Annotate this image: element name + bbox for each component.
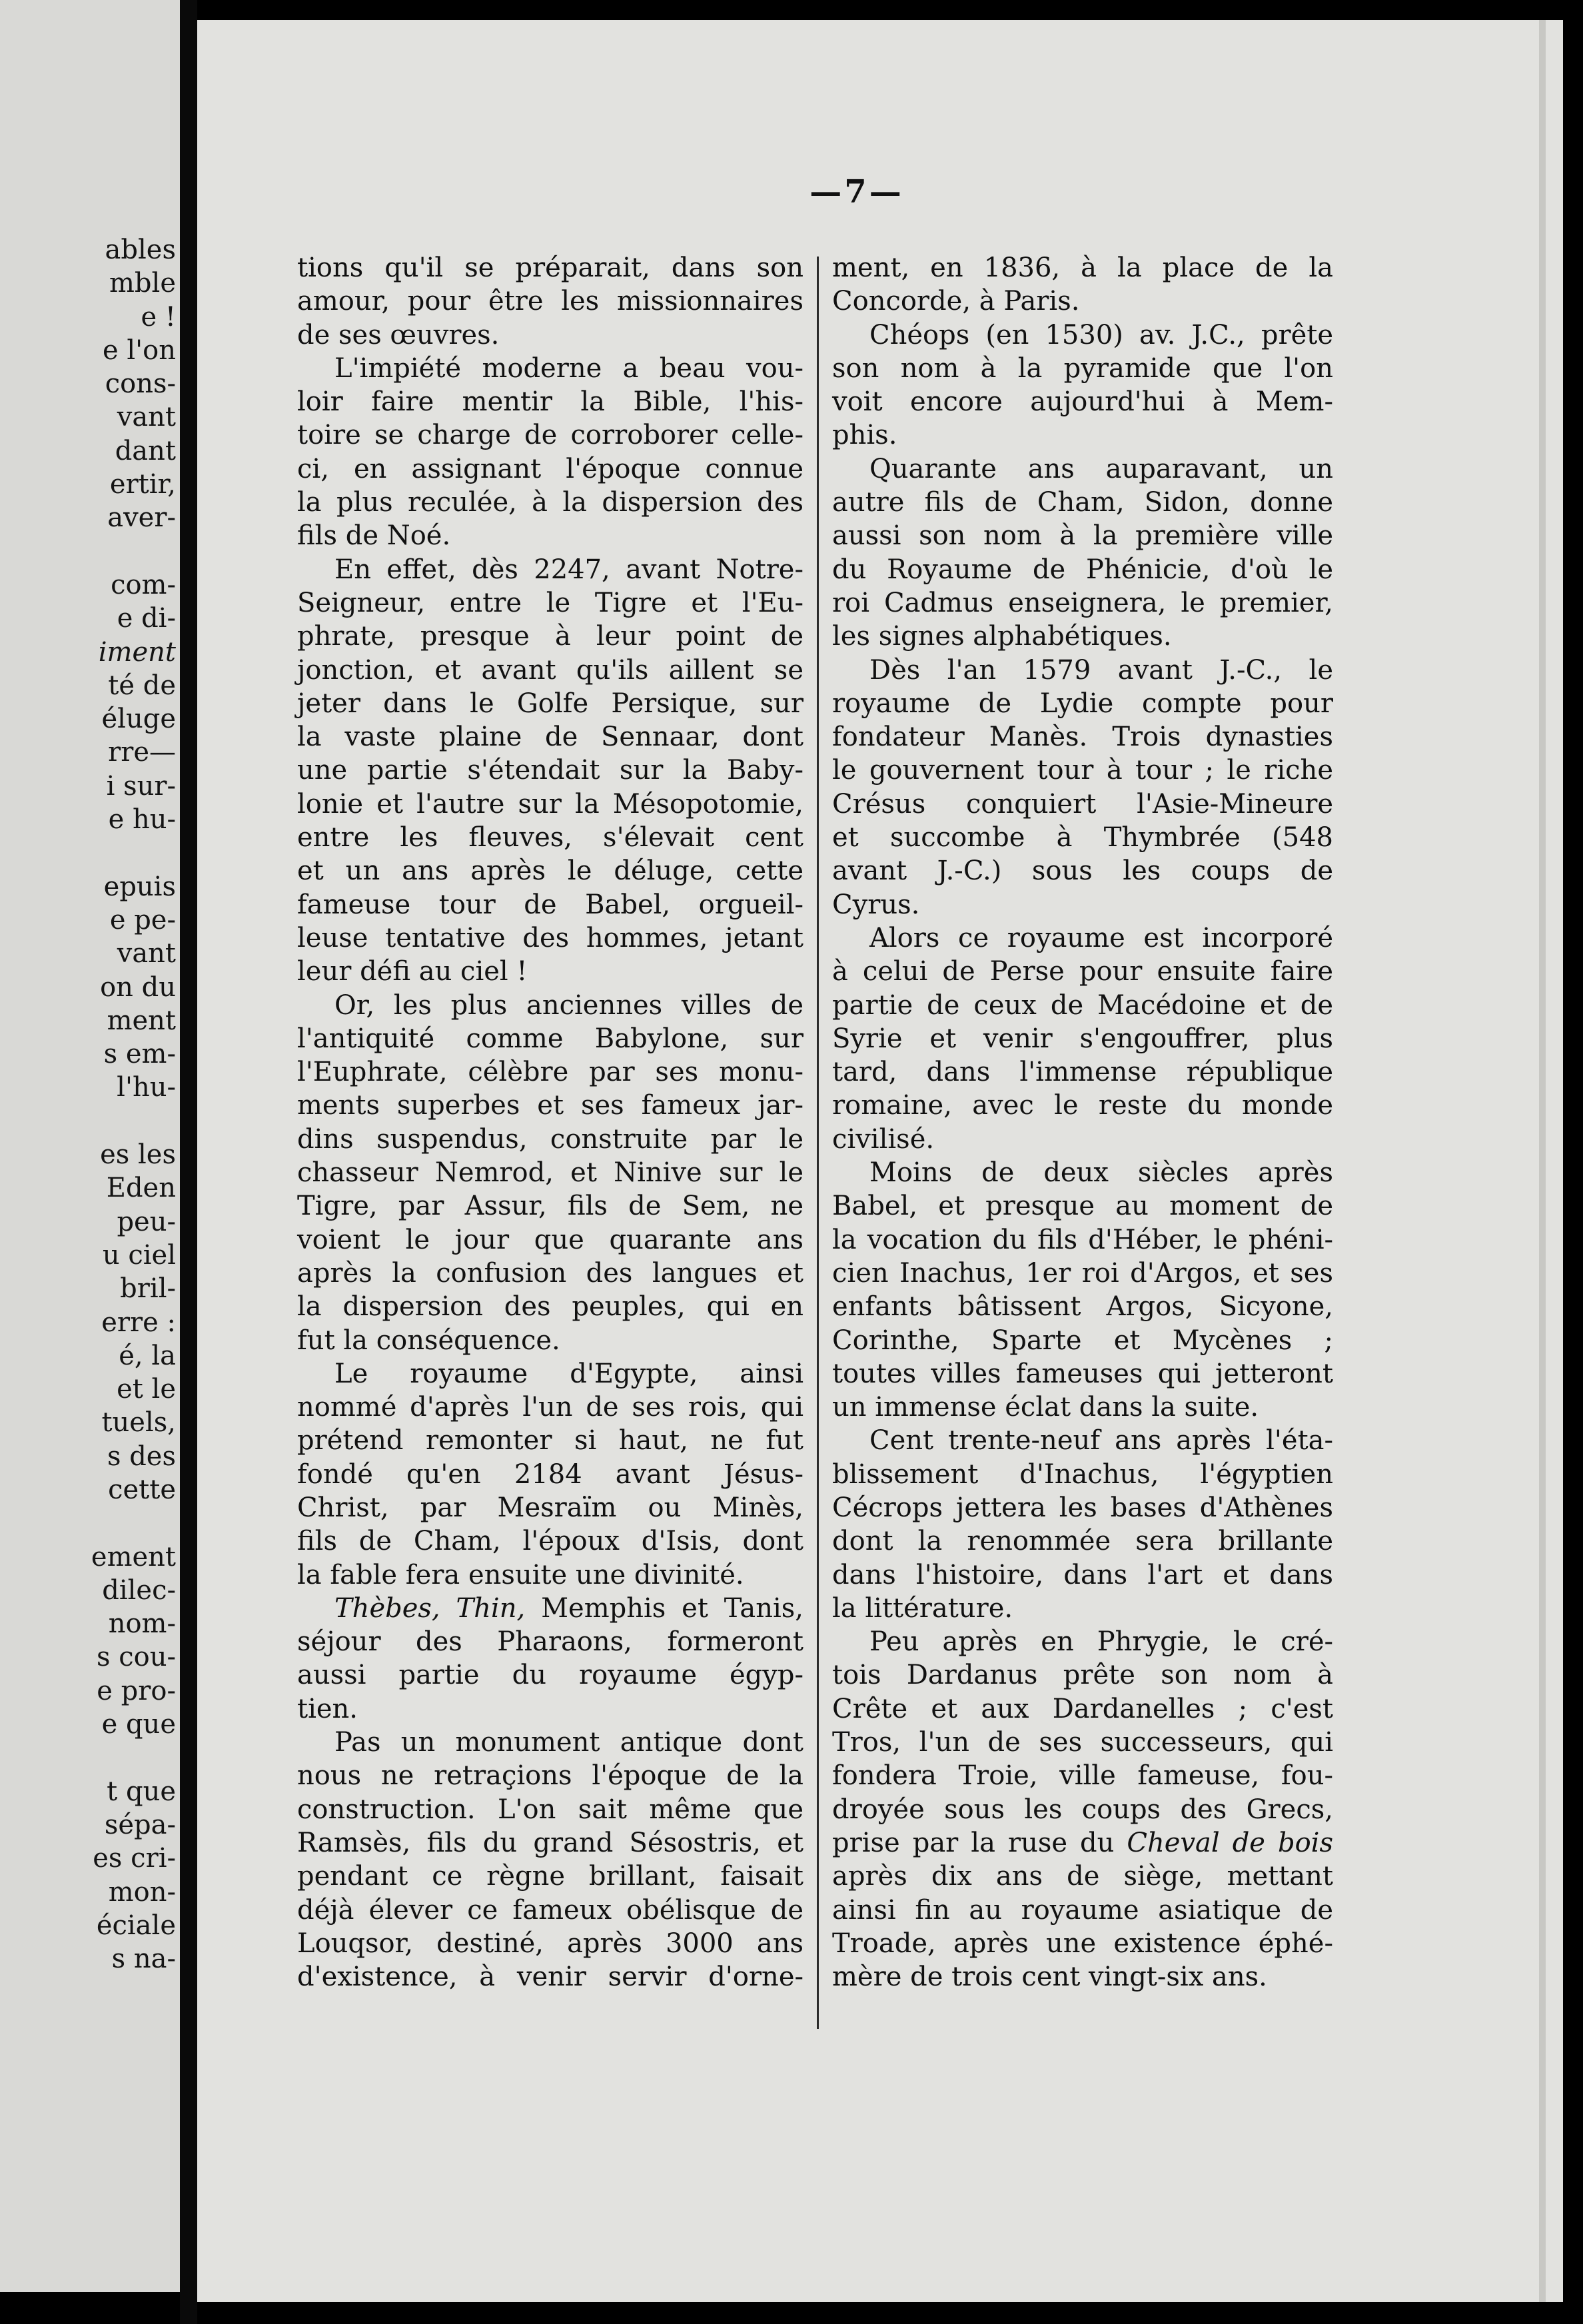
text-line: amour, pour être les missionnaires	[297, 286, 803, 317]
text-line: Seigneur, entre le Tigre et l'Eu-	[297, 587, 803, 618]
text-line: Babel, et presque au moment de	[832, 1191, 1333, 1222]
text-line: Thèbes, Thin, Memphis et Tanis,	[334, 1592, 803, 1624]
previous-page-line: rre—	[108, 737, 176, 768]
text-line: Crête et aux Dardanelles ; c'est	[832, 1693, 1333, 1724]
text-line: Dès l'an 1579 avant J.-C., le	[869, 654, 1333, 686]
previous-page-fragment	[0, 0, 180, 2292]
text-line: une partie s'étendait sur la Baby-	[297, 755, 803, 786]
previous-page-line: dilec-	[102, 1574, 176, 1606]
text-line: autre fils de Cham, Sidon, donne	[832, 487, 1333, 518]
binding-gutter	[180, 0, 197, 2324]
text-line: Crésus conquiert l'Asie-Mineure	[832, 788, 1333, 820]
text-line: fils de Noé.	[297, 520, 451, 552]
text-line: Alors ce royaume est incorporé	[869, 922, 1333, 953]
page-number: —7—	[809, 173, 904, 211]
previous-page-line	[91, 535, 176, 568]
previous-page-line: ables	[105, 235, 176, 265]
text-line: et un ans après le déluge, cette	[297, 856, 803, 887]
previous-page-line	[91, 1105, 176, 1138]
text-line: loir faire mentir la Bible, l'his-	[297, 386, 803, 418]
text-line: la dispersion des peuples, qui en	[297, 1291, 803, 1323]
text-line: voit encore aujourd'hui à Mem-	[832, 386, 1333, 418]
text-line: fut la conséquence.	[297, 1325, 560, 1356]
text-line: Concorde, à Paris.	[832, 286, 1080, 317]
text-line: dans l'histoire, dans l'art et dans	[832, 1559, 1333, 1590]
previous-page-line: t que	[107, 1776, 176, 1807]
previous-page-line: éciale	[96, 1910, 176, 1941]
book-page	[197, 20, 1563, 2302]
text-line: leur défi au ciel !	[297, 956, 528, 987]
text-line: civilisé.	[832, 1123, 935, 1155]
text-line: aussi partie du royaume égyp-	[297, 1660, 803, 1691]
text-line: voient le jour que quarante ans	[297, 1224, 803, 1255]
text-line: cien Inachus, 1er roi d'Argos, et ses	[832, 1257, 1333, 1289]
previous-page-line: s cou-	[96, 1642, 176, 1673]
text-line: Tros, l'un de ses successeurs, qui	[832, 1727, 1333, 1758]
text-line: la littérature.	[832, 1592, 1013, 1624]
text-line: enfants bâtissent Argos, Sicyone,	[832, 1291, 1333, 1323]
text-line: Troade, après une existence éphé-	[832, 1928, 1333, 1959]
text-line: lonie et l'autre sur la Mésopotomie,	[297, 788, 803, 820]
text-line: blissement d'Inachus, l'égyptien	[832, 1458, 1333, 1490]
text-line: Syrie et venir s'engouffrer, plus	[832, 1023, 1333, 1054]
previous-page-line: nom-	[108, 1608, 176, 1640]
text-line: dont la renommée sera brillante	[832, 1526, 1333, 1557]
text-line: fondé qu'en 2184 avant Jésus-	[297, 1458, 803, 1490]
previous-page-line: e pro-	[97, 1675, 176, 1706]
text-line: les signes alphabétiques.	[832, 621, 1172, 652]
text-line: prétend remonter si haut, ne fut	[297, 1425, 803, 1456]
previous-page-line: com-	[111, 569, 176, 600]
text-line: et succombe à Thymbrée (548	[832, 822, 1333, 854]
previous-page-line: ertir,	[109, 469, 176, 500]
text-line: Louqsor, destiné, après 3000 ans	[297, 1928, 803, 1959]
text-line: nommé d'après l'un de ses rois, qui	[297, 1392, 803, 1423]
text-line: Le royaume d'Egypte, ainsi	[334, 1358, 803, 1389]
text-line: jonction, et avant qu'ils aillent se	[297, 654, 803, 686]
text-line: nous ne retraçions l'époque de la	[297, 1760, 803, 1792]
previous-page-line: vant	[117, 938, 176, 969]
text-line: fondateur Manès. Trois dynasties	[832, 722, 1333, 753]
text-line: entre les fleuves, s'élevait cent	[297, 822, 803, 854]
previous-page-line: ment	[107, 1005, 176, 1036]
previous-page-line: on du	[100, 971, 176, 1003]
previous-page-line	[91, 1741, 176, 1774]
text-line: un immense éclat dans la suite.	[832, 1392, 1259, 1423]
previous-page-line: sépa-	[104, 1809, 176, 1840]
text-line: fameuse tour de Babel, orgueil-	[297, 889, 803, 920]
text-line: la vocation du fils d'Héber, le phéni-	[832, 1224, 1333, 1255]
text-line: à celui de Perse pour ensuite faire	[832, 956, 1333, 987]
text-line: après la confusion des langues et	[297, 1257, 803, 1289]
text-line: Chéops (en 1530) av. J.C., prête	[869, 319, 1333, 350]
previous-page-line: é, la	[119, 1340, 176, 1371]
previous-page-line: aver-	[107, 502, 176, 534]
previous-page-line: e di-	[117, 603, 176, 634]
text-line: L'impiété moderne a beau vou-	[334, 352, 803, 384]
text-line: prise par la ruse du Cheval de bois	[832, 1827, 1333, 1858]
previous-page-line: té de	[108, 670, 176, 701]
previous-page-line: erre :	[101, 1307, 176, 1338]
text-line: Ramsès, fils du grand Sésostris, et	[297, 1827, 803, 1858]
previous-page-line: cons-	[105, 368, 176, 400]
previous-page-line: ement	[91, 1541, 176, 1572]
text-line: ainsi fin au royaume asiatique de	[832, 1894, 1333, 1926]
text-line: toutes villes fameuses qui jetteront	[832, 1358, 1333, 1389]
text-line: Quarante ans auparavant, un	[869, 453, 1333, 484]
text-line: mère de trois cent vingt-six ans.	[832, 1962, 1267, 1993]
text-column-left	[297, 251, 803, 1994]
text-line: Or, les plus anciennes villes de	[334, 989, 803, 1021]
text-line: la plus reculée, à la dispersion des	[297, 487, 803, 518]
page-edge	[1539, 20, 1546, 2302]
text-line: romaine, avec le reste du monde	[832, 1090, 1333, 1121]
previous-page-line: i sur-	[106, 770, 176, 802]
previous-page-line: mon-	[108, 1876, 176, 1908]
previous-page-line: e pe-	[109, 904, 176, 935]
text-line: déjà élever ce fameux obélisque de	[297, 1894, 803, 1926]
text-line: le gouvernent tour à tour ; le riche	[832, 755, 1333, 786]
text-line: dins suspendus, construite par le	[297, 1123, 803, 1155]
previous-page-line: iment	[98, 636, 176, 668]
text-line: la vaste plaine de Sennaar, dont	[297, 722, 803, 753]
previous-page-line: cette	[108, 1474, 176, 1505]
text-line: Cyrus.	[832, 889, 920, 920]
previous-page-line: éluge	[101, 704, 176, 735]
previous-page-line: dant	[115, 435, 176, 466]
text-line: tard, dans l'immense république	[832, 1057, 1333, 1088]
text-line: tien.	[297, 1693, 358, 1724]
text-line: la fable fera ensuite une divinité.	[297, 1559, 744, 1590]
text-line: l'antiquité comme Babylone, sur	[297, 1023, 803, 1054]
previous-page-line: es les	[100, 1139, 176, 1171]
text-line: pendant ce règne brillant, faisait	[297, 1861, 803, 1892]
previous-page-line: es cri-	[93, 1843, 176, 1874]
text-line: Christ, par Mesraïm ou Minès,	[297, 1492, 803, 1523]
text-line: Peu après en Phrygie, le cré-	[869, 1626, 1333, 1658]
column-divider	[817, 257, 819, 2029]
text-line: ci, en assignant l'époque connue	[297, 453, 803, 484]
text-line: droyée sous les coups des Grecs,	[832, 1794, 1333, 1825]
text-line: Moins de deux siècles après	[869, 1157, 1333, 1189]
text-line: Corinthe, Sparte et Mycènes ;	[832, 1325, 1333, 1356]
previous-page-line: s des	[107, 1441, 176, 1472]
text-line: aussi son nom à la première ville	[832, 520, 1333, 552]
text-line: partie de ceux de Macédoine et de	[832, 989, 1333, 1021]
previous-page-line: Eden	[106, 1173, 176, 1204]
text-line: Cécrops jettera les bases d'Athènes	[832, 1492, 1333, 1523]
text-line: Tigre, par Assur, fils de Sem, ne	[297, 1191, 803, 1222]
text-line: après dix ans de siège, mettant	[832, 1861, 1333, 1892]
text-line: d'existence, à venir servir d'orne-	[297, 1962, 803, 1993]
previous-page-line: e hu-	[108, 804, 176, 836]
text-line: ments superbes et ses fameux jar-	[297, 1090, 803, 1121]
text-line: l'Euphrate, célèbre par ses monu-	[297, 1057, 803, 1088]
previous-page-line: et le	[117, 1374, 176, 1405]
previous-page-line: s em-	[103, 1039, 176, 1070]
previous-page-line	[91, 1506, 176, 1540]
text-line: Pas un monument antique dont	[334, 1727, 803, 1758]
text-column-right	[832, 251, 1333, 1994]
previous-page-line: e !	[141, 301, 176, 332]
previous-page-line: bril-	[120, 1273, 176, 1305]
previous-page-line: u ciel	[102, 1239, 176, 1271]
text-line: royaume de Lydie compte pour	[832, 688, 1333, 719]
previous-page-line	[91, 836, 176, 870]
text-line: du Royaume de Phénicie, d'où le	[832, 554, 1333, 585]
previous-page-line: mble	[109, 268, 176, 299]
previous-page-line: e que	[101, 1709, 176, 1740]
text-line: construction. L'on sait même que	[297, 1794, 803, 1825]
previous-page-line: l'hu-	[117, 1072, 176, 1103]
previous-page-text	[91, 233, 176, 1976]
previous-page-line: s na-	[111, 1944, 176, 1975]
previous-page-line: epuis	[103, 871, 176, 902]
previous-page-line: e l'on	[102, 334, 176, 366]
text-line: tois Dardanus prête son nom à	[832, 1660, 1333, 1691]
text-line: toire se charge de corroborer celle-	[297, 420, 803, 451]
text-line: de ses œuvres.	[297, 319, 500, 350]
text-line: tions qu'il se préparait, dans son	[297, 253, 803, 283]
text-line: leuse tentative des hommes, jetant	[297, 922, 803, 953]
text-line: son nom à la pyramide que l'on	[832, 352, 1333, 384]
text-line: chasseur Nemrod, et Ninive sur le	[297, 1157, 803, 1189]
text-line: fondera Troie, ville fameuse, fou-	[832, 1760, 1333, 1792]
text-line: En effet, dès 2247, avant Notre-	[334, 554, 803, 585]
text-line: fils de Cham, l'époux d'Isis, dont	[297, 1526, 803, 1557]
previous-page-line: vant	[117, 402, 176, 433]
text-line: Cent trente-neuf ans après l'éta-	[869, 1425, 1333, 1456]
text-line: séjour des Pharaons, formeront	[297, 1626, 803, 1658]
text-line: ment, en 1836, à la place de la	[832, 253, 1333, 283]
text-line: phrate, presque à leur point de	[297, 621, 803, 652]
text-line: avant J.-C.) sous les coups de	[832, 856, 1333, 887]
text-line: jeter dans le Golfe Persique, sur	[297, 688, 803, 719]
text-line: phis.	[832, 420, 897, 451]
previous-page-line: tuels,	[101, 1407, 176, 1439]
previous-page-line: peu-	[117, 1206, 176, 1237]
text-line: roi Cadmus enseignera, le premier,	[832, 587, 1333, 618]
